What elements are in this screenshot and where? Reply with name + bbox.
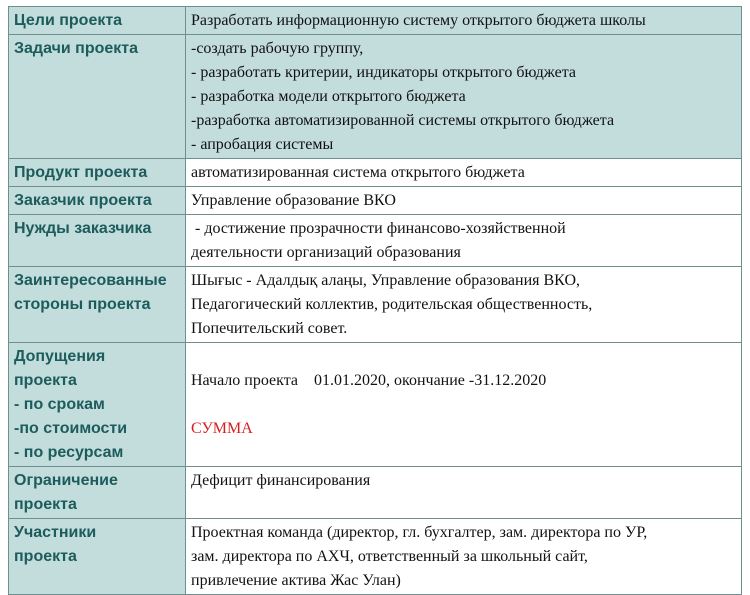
value-participants [186, 519, 742, 595]
row-customer [9, 187, 742, 215]
row-assumptions [9, 343, 742, 467]
value-assumptions [186, 343, 742, 467]
label-line: Ограничение [14, 472, 118, 489]
label-assumptions [9, 343, 186, 467]
row-goals [9, 7, 742, 35]
label-line: Участники [14, 524, 97, 541]
row-needs [9, 215, 742, 267]
label-line: проекта [14, 548, 77, 565]
label-tasks: Задачи проекта [9, 35, 186, 159]
row-product [9, 159, 742, 187]
label-line: -по стоимости [14, 420, 128, 437]
label-goals: Цели проекта [9, 7, 186, 35]
stakeholder-line: Попечительский совет. [191, 320, 348, 337]
needs-line: - достижение прозрачности финансово-хозяйственной [191, 220, 566, 237]
value-product: автоматизированная система открытого бюджета [186, 159, 742, 187]
task-item: -разработка автоматизированной системы открытого бюджета [191, 112, 615, 129]
row-stakeholders [9, 267, 742, 343]
task-item: -создать рабочую группу, [191, 40, 364, 57]
label-stakeholders [9, 267, 186, 343]
stakeholder-line: Шығыс - Адалдық алаңы, Управление образования ВКО, [191, 272, 580, 289]
label-line: - по срокам [14, 396, 105, 413]
label-line: проекта [14, 496, 77, 513]
value-constraints: Дефицит финансирования [186, 467, 742, 519]
label-participants [9, 519, 186, 595]
row-participants [9, 519, 742, 595]
task-item: - апробация системы [191, 136, 334, 153]
label-needs: Нужды заказчика [9, 215, 186, 267]
label-line: проекта [14, 372, 77, 389]
label-line: - по ресурсам [14, 444, 124, 461]
participant-line: привлечение актива Жас Улан) [191, 572, 401, 589]
label-line: Допущения [14, 348, 106, 365]
label-constraints [9, 467, 186, 519]
needs-line: деятельности организаций образования [191, 244, 461, 261]
value-tasks [186, 35, 742, 159]
sum-text: СУММА [191, 420, 253, 437]
row-tasks [9, 35, 742, 159]
timeline-text: Начало проекта 01.01.2020, окончание -31.12.2020 [191, 372, 547, 389]
participant-line: Проектная команда (директор, гл. бухгалтер, зам. директора по УР, [191, 524, 648, 541]
label-product: Продукт проекта [9, 159, 186, 187]
blank-line [191, 345, 736, 369]
stakeholder-line: Педагогический коллектив, родительская общественность, [191, 296, 593, 313]
label-line: стороны проекта [14, 296, 151, 313]
value-customer: Управление образование ВКО [186, 187, 742, 215]
task-item: - разработка модели открытого бюджета [191, 88, 466, 105]
value-goals: Разработать информационную систему открытого бюджета школы [186, 7, 742, 35]
blank-line [191, 393, 736, 417]
row-constraints [9, 467, 742, 519]
task-item: - разработать критерии, индикаторы открытого бюджета [191, 64, 576, 81]
project-charter-table [8, 6, 742, 595]
value-needs [186, 215, 742, 267]
participant-line: зам. директора по АХЧ, ответственный за школьный сайт, [191, 548, 588, 565]
label-customer: Заказчик проекта [9, 187, 186, 215]
value-stakeholders [186, 267, 742, 343]
label-line: Заинтересованные [14, 272, 167, 289]
